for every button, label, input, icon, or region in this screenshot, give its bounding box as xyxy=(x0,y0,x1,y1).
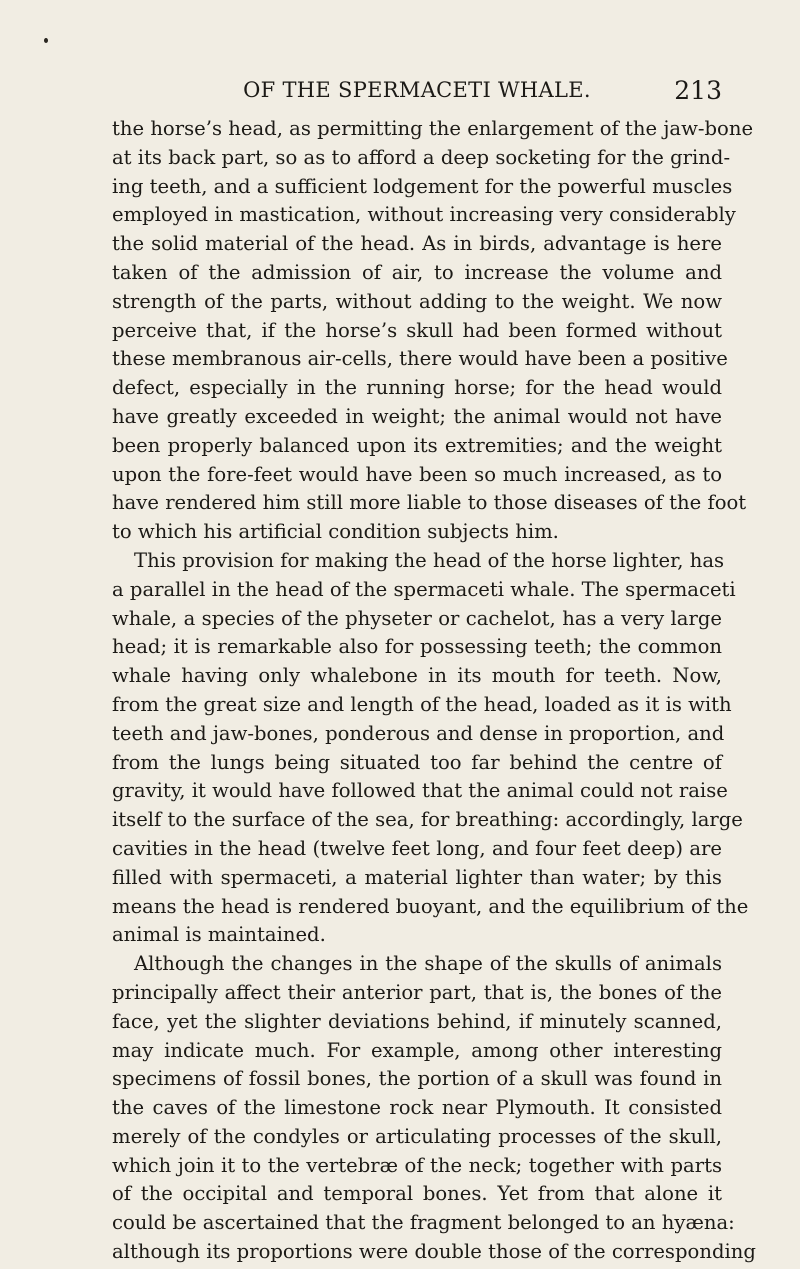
page-number: 213 xyxy=(674,76,722,105)
text-line: face, yet the slighter deviations behind, if minutely scanned, xyxy=(112,1009,722,1033)
text-line: specimens of fossil bones, the portion of a skull was found in xyxy=(112,1067,722,1091)
text-line: employed in mastication, without increasing very considerably xyxy=(112,203,736,227)
text-line: Although the changes in the shape of the skulls of animals xyxy=(134,952,722,976)
text-line: cavities in the head (twelve feet long, and four feet deep) are xyxy=(112,836,722,860)
text-line: whale having only whalebone in its mouth for teeth. Now, xyxy=(112,664,722,688)
text-line: could be ascertained that the fragment belonged to an hyæna: xyxy=(112,1211,735,1235)
text-line: may indicate much. For example, among other interesting xyxy=(112,1038,722,1062)
text-line: a parallel in the head of the spermaceti whale. The spermaceti xyxy=(112,577,736,601)
text-line: head; it is remarkable also for possessing teeth; the common xyxy=(112,635,722,659)
text-line: teeth and jaw-bones, ponderous and dense in proportion, and xyxy=(112,721,725,745)
text-line: merely of the condyles or articulating processes of the skull, xyxy=(112,1124,722,1148)
text-line: strength of the parts, without adding to the weight. We now xyxy=(112,289,722,313)
text-line: been properly balanced upon its extremities; and the weight xyxy=(112,433,722,457)
text-line: the horse’s head, as permitting the enlargement of the jaw-bone xyxy=(112,117,754,140)
text-line: perceive that, if the horse’s skull had been formed without xyxy=(112,318,722,342)
text-line: defect, especially in the running horse; for the head would xyxy=(112,376,722,400)
text-line: to which his artificial condition subjects him. xyxy=(112,520,559,544)
page-header xyxy=(112,78,722,114)
text-line: taken of the admission of air, to increase the volume and xyxy=(112,260,722,284)
text-line: the caves of the limestone rock near Plymouth. It consisted xyxy=(112,1096,722,1120)
text-line: these membranous air-cells, there would have been a positive xyxy=(112,347,728,371)
running-head: OF THE SPERMACETI WHALE. xyxy=(243,78,591,102)
text-line: gravity, it would have followed that the animal could not raise xyxy=(112,779,728,803)
text-line: filled with spermaceti, a material lighter than water; by this xyxy=(112,865,722,889)
paragraph xyxy=(112,117,754,549)
text-line: of the occipital and temporal bones. Yet from that alone it xyxy=(112,1182,722,1206)
text-line: although its proportions were double those of the corresponding xyxy=(112,1240,756,1264)
print-speck xyxy=(44,38,48,43)
text-line: have rendered him still more liable to those diseases of the foot xyxy=(112,491,747,515)
text-line: which join it to the vertebræ of the neck; together with parts xyxy=(112,1153,722,1177)
text-line: ing teeth, and a sufficient lodgement for the powerful muscles xyxy=(112,174,733,198)
text-line: have greatly exceeded in weight; the animal would not have xyxy=(112,404,722,428)
text-line: animal is maintained. xyxy=(112,923,326,947)
body-text xyxy=(112,117,756,1269)
text-line: from the lungs being situated too far behind the centre of xyxy=(112,750,722,774)
paragraph xyxy=(112,548,749,952)
text-line: whale, a species of the physeter or cachelot, has a very large xyxy=(112,606,722,630)
text-line: the solid material of the head. As in birds, advantage is here xyxy=(112,232,722,256)
text-line: from the great size and length of the head, loaded as it is with xyxy=(112,692,732,716)
text-line: upon the fore-feet would have been so much increased, as to xyxy=(112,462,722,486)
paragraph xyxy=(112,952,756,1269)
text-line: at its back part, so as to afford a deep socketing for the grind- xyxy=(112,145,731,169)
text-line: This provision for making the head of the horse lighter, has xyxy=(134,548,725,572)
text-line: itself to the surface of the sea, for breathing: accordingly, large xyxy=(112,808,743,832)
text-line: means the head is rendered buoyant, and the equilibrium of the xyxy=(112,894,749,918)
text-line: principally affect their anterior part, that is, the bones of the xyxy=(112,980,722,1004)
